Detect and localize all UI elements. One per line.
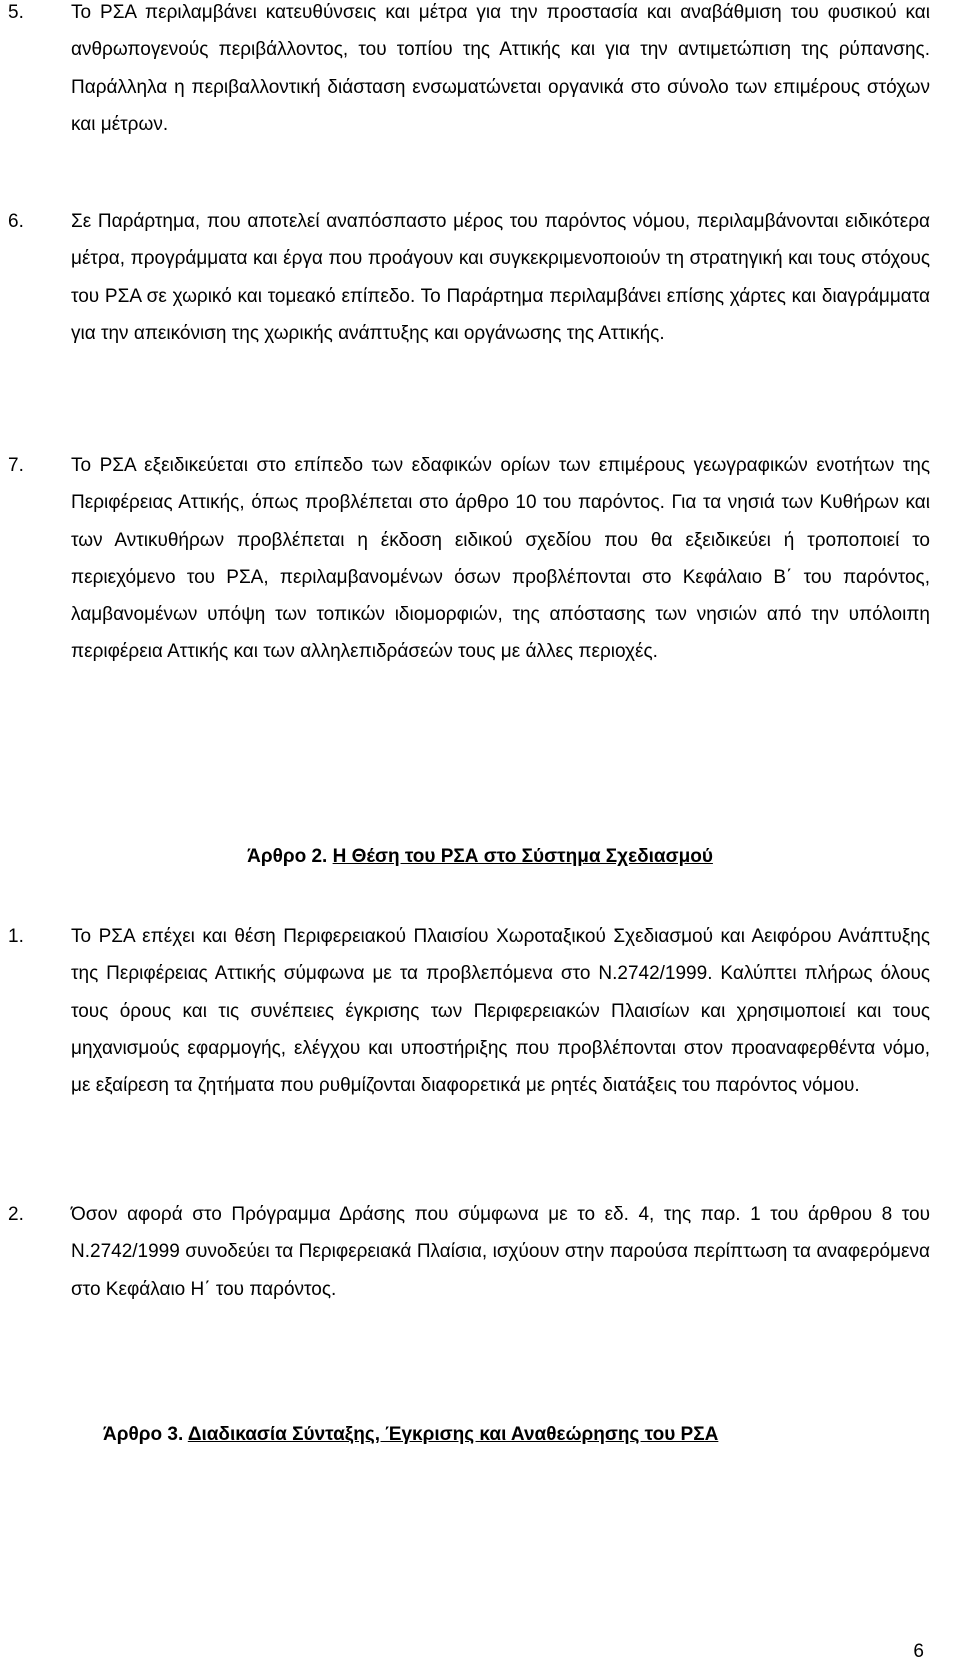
article-2-title: Η Θέση του ΡΣΑ στο Σύστημα Σχεδιασμού — [332, 846, 713, 867]
paragraph-number: 2. — [8, 1204, 24, 1225]
article-3-title: Διαδικασία Σύνταξης, Έγκρισης και Αναθεώρησης του ΡΣΑ — [187, 1424, 719, 1445]
paragraph-number: 7. — [8, 455, 24, 476]
article-2-heading — [0, 842, 960, 872]
paragraph-text: Το ΡΣΑ επέχει και θέση Περιφερειακού Πλαισίου Χωροταξικού Σχεδιασμού και Αειφόρου Ανάπτυξης της Περιφέρειας Αττικής σύμφωνα με τα προβλεπόμενα στο Ν.2742/1999. Καλύπτει πλήρως όλους τους όρους και τις συνέπειες έγκρισης των Περιφερειακών Πλαισίων και χρησιμοποιεί και τους μηχανισμούς εφαρμογής, ελέγχου και υποστήριξης που προβλέπονται στον προαναφερθέντα νόμο, με εξαίρεση τα ζητήματα που ρυθμίζονται διαφορετικά με ρητές διατάξεις του παρόντος νόμου. — [71, 926, 930, 1097]
article-3-prefix: Άρθρο 3. — [103, 1424, 184, 1445]
paragraph-number: 5. — [8, 2, 24, 23]
article-3-heading — [103, 1420, 718, 1450]
paragraph-text: Το ΡΣΑ περιλαμβάνει κατευθύνσεις και μέτρα για την προστασία και αναβάθμιση του φυσικού και ανθρωπογενούς περιβάλλοντος, του τοπίου της Αττικής και για την αντιμετώπιση της ρύπανσης. Παράλληλα η περιβαλλοντική διάσταση ενσωματώνεται οργανικά στο σύνολο των επιμέρους στόχων και μέτρων. — [71, 2, 930, 135]
article-2-prefix: Άρθρο 2. — [247, 846, 328, 867]
paragraph-number: 6. — [8, 211, 24, 232]
paragraph-text: Όσον αφορά στο Πρόγραμμα Δράσης που σύμφωνα με το εδ. 4, της παρ. 1 του άρθρου 8 του Ν.2742/1999 συνοδεύει τα Περιφερειακά Πλαίσια, ισχύουν στην παρούσα περίπτωση τα αναφερόμενα στο Κεφάλαιο Η΄ του παρόντος. — [71, 1204, 930, 1300]
paragraph-number: 1. — [8, 926, 24, 947]
paragraph-text: Σε Παράρτημα, που αποτελεί αναπόσπαστο μέρος του παρόντος νόμου, περιλαμβάνονται ειδικότερα μέτρα, προγράμματα και έργα που προάγουν και συγκεκριμενοποιούν τη στρατηγική και τους στόχους του ΡΣΑ σε χωρικό και τομεακό επίπεδο. Το Παράρτημα περιλαμβάνει επίσης χάρτες και διαγράμματα για την απεικόνιση της χωρικής ανάπτυξης και οργάνωσης της Αττικής. — [71, 211, 930, 344]
paragraph-text: Το ΡΣΑ εξειδικεύεται στο επίπεδο των εδαφικών ορίων των επιμέρους γεωγραφικών ενοτήτων της Περιφέρειας Αττικής, όπως προβλέπεται στο άρθρο 10 του παρόντος. Για τα νησιά των Κυθήρων και των Αντικυθήρων προβλέπεται η έκδοση ειδικού σχεδίου που θα εξειδικεύει ή τροποποιεί το περιεχόμενο του ΡΣΑ, περιλαμβανομένων όσων προβλέπονται στο Κεφάλαιο Β΄ του παρόντος, λαμβανομένων υπόψη των τοπικών ιδιομορφιών, της απόστασης των νησιών από την υπόλοιπη περιφέρεια Αττικής και των αλληλεπιδράσεών τους με άλλες περιοχές. — [71, 455, 930, 663]
page-number: 6 — [913, 1641, 924, 1662]
